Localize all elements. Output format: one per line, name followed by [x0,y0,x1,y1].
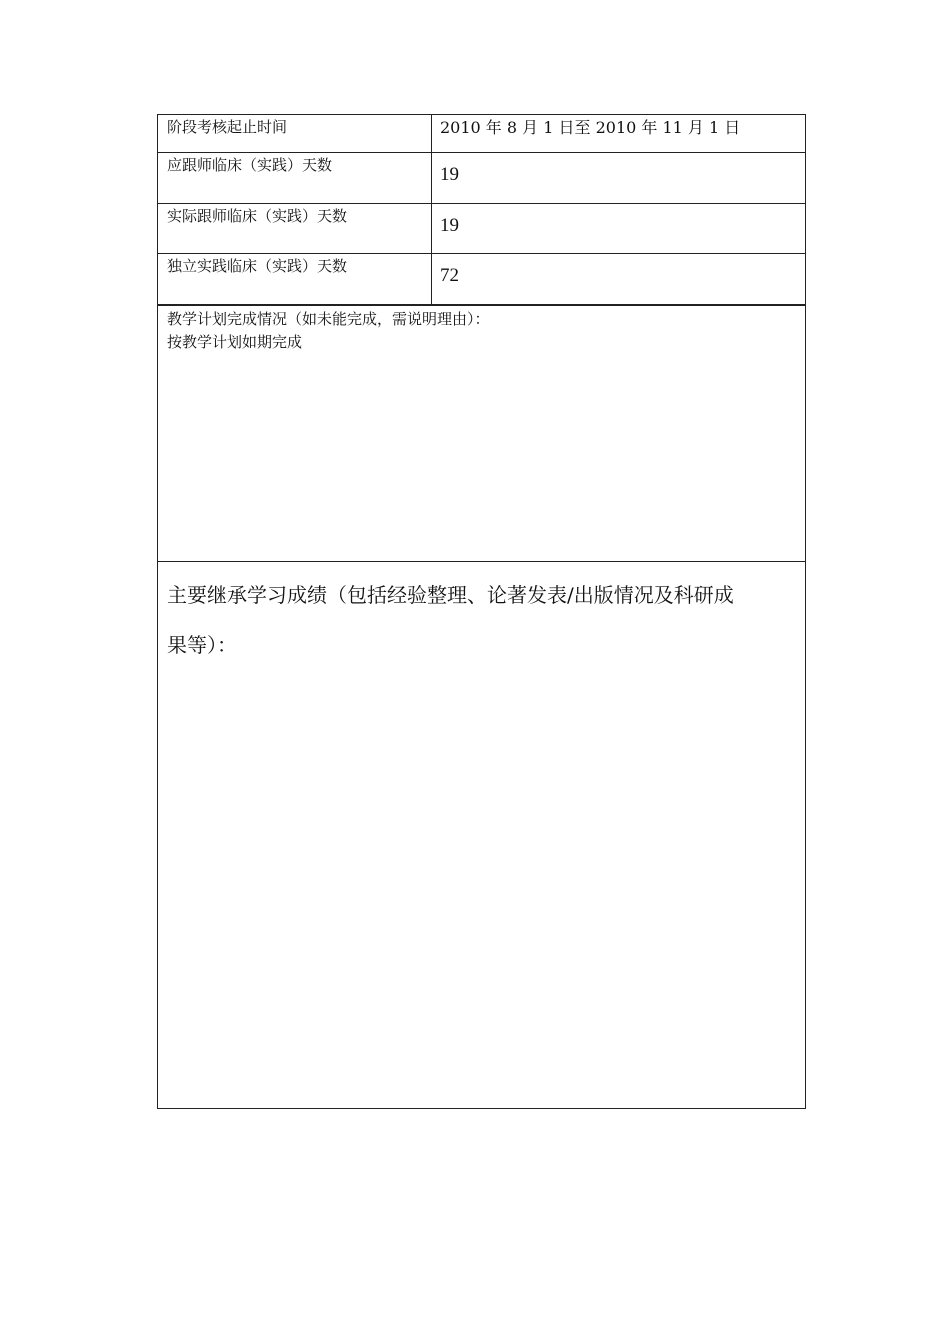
required-clinical-days-label: 应跟师临床（实践）天数 [158,153,432,203]
row-independent-practice-days [158,254,805,306]
independent-practice-days-value: 72 [440,265,459,286]
required-clinical-days-value: 19 [440,164,459,185]
independent-practice-days-label: 独立实践临床（实践）天数 [158,254,432,304]
row-assessment-period [158,115,805,153]
teaching-plan-title: 教学计划完成情况（如未能完成，需说明理由）： [167,310,490,328]
assessment-form [157,114,806,1109]
achievements-title-line-2: 果等）： [167,633,237,657]
achievements-section [158,562,805,1108]
teaching-plan-content: 按教学计划如期完成 [167,333,303,351]
actual-clinical-days-label: 实际跟师临床（实践）天数 [158,204,432,253]
assessment-period-value: 2010 年 8 月 1 日至 2010 年 11 月 1 日 [440,118,741,137]
actual-clinical-days-value: 19 [440,215,459,236]
teaching-plan-section [158,306,805,562]
row-actual-clinical-days [158,204,805,254]
achievements-title-line-1: 主要继承学习成绩（包括经验整理、论著发表/出版情况及科研成 [167,583,734,607]
assessment-period-label: 阶段考核起止时间 [158,115,432,152]
row-required-clinical-days [158,153,805,204]
